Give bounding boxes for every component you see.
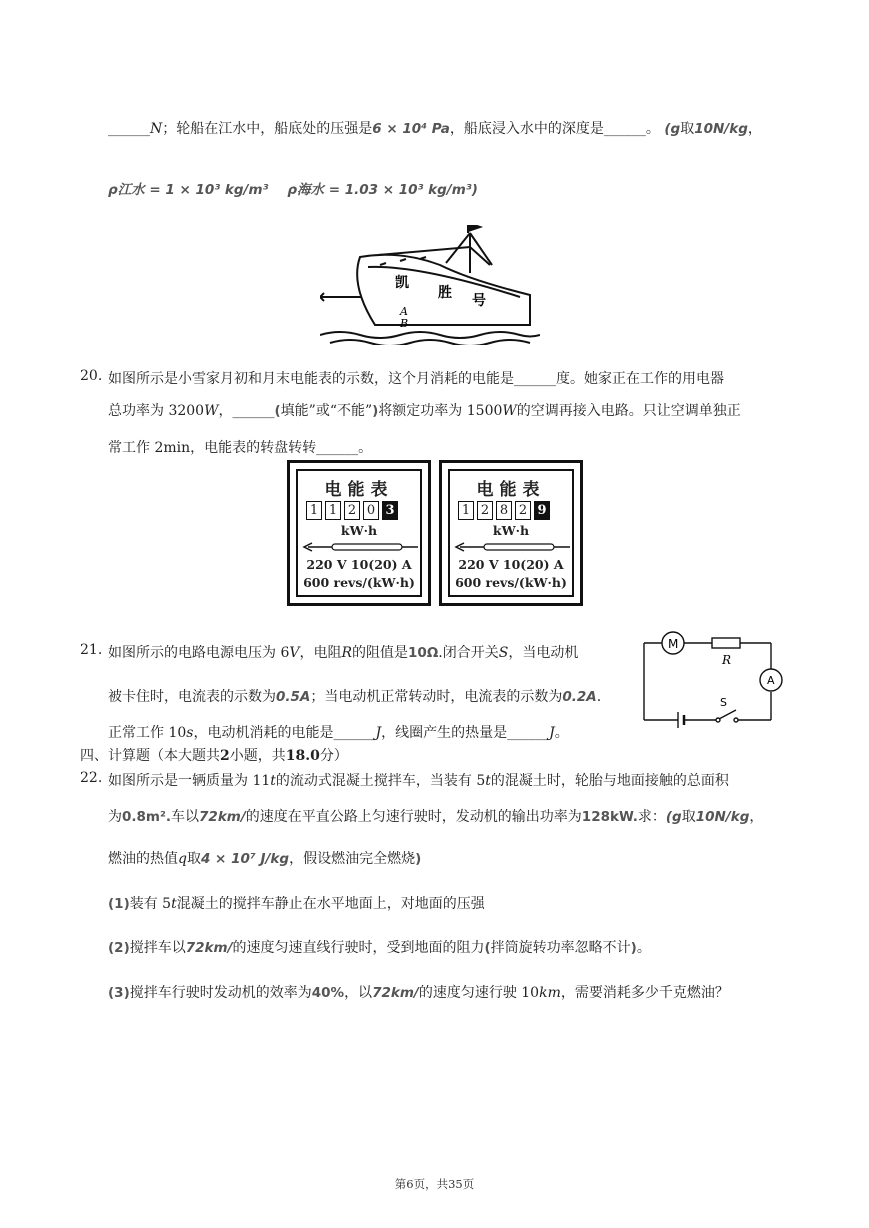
ship-name-2: 胜 bbox=[438, 285, 452, 301]
q22-line2: 为0.8m².车以72km/的速度在平直公路上匀速行驶时，发动机的输出功率为128kW.求：(g取10N/kg， bbox=[108, 809, 764, 825]
label-b: B bbox=[400, 317, 409, 330]
rho-river: ρ江水 = 1 × 10³ kg/m³ bbox=[108, 182, 269, 198]
q20-line2: 总功率为 3200W，______(填能”或“不能”)将额定功率为 1500W的空调再接入电路。只让空调单独正 bbox=[108, 403, 741, 419]
q20-line1: 如图所示是小雪家月初和月末电能表的示数，这个月消耗的电能是______度。她家正在工作的用电器 bbox=[108, 371, 724, 387]
meter-revs: 600 revs/(kW·h) bbox=[303, 575, 415, 590]
section-heading: 四、计算题（本大题共2小题，共18.0分） bbox=[80, 748, 348, 764]
meter-title: 电能表 bbox=[476, 480, 546, 500]
q21-line2: 被卡住时，电流表的示数为0.5A；当电动机正常转动时，电流表的示数为0.2A. bbox=[108, 689, 602, 705]
energy-meter-end bbox=[439, 460, 583, 606]
digit: 1 bbox=[325, 501, 341, 520]
digit: 2 bbox=[515, 501, 531, 520]
digit-decimal: 3 bbox=[382, 501, 398, 520]
blank: ______ bbox=[603, 121, 646, 137]
energy-meter-start bbox=[287, 460, 431, 606]
label-a: A bbox=[400, 305, 408, 318]
ammeter-label: A bbox=[767, 674, 775, 687]
digit: 1 bbox=[306, 501, 322, 520]
resistor-label: R bbox=[722, 653, 732, 667]
meter-unit: kW·h bbox=[340, 523, 378, 538]
digit-decimal: 9 bbox=[534, 501, 550, 520]
meter-arrow-icon bbox=[302, 541, 420, 553]
q19-line2 bbox=[108, 178, 478, 198]
meter-title: 电能表 bbox=[324, 480, 394, 500]
q22-line3: 燃油的热值q取4 × 10⁷ J/kg，假设燃油完全燃烧) bbox=[108, 851, 422, 867]
q19-line1: ______N；轮船在江水中，船底处的压强是6 × 10⁴ Pa，船底浸入水中的深度是______。 (g取10N/kg， bbox=[108, 121, 762, 137]
digit: 2 bbox=[344, 501, 360, 520]
digit: 2 bbox=[477, 501, 493, 520]
blank: ______ bbox=[108, 121, 150, 137]
pressure-value: 6 × 10⁴ Pa bbox=[372, 121, 450, 137]
q20-line3: 常工作 2min，电能表的转盘转转______。 bbox=[108, 440, 373, 456]
q22-num: 22. bbox=[80, 770, 103, 786]
q22-sub3: (3)搅拌车行驶时发动机的效率为40%，以72km/的速度匀速行驶 10km，需要消耗多少千克燃油？ bbox=[108, 985, 729, 1001]
rho-sea: ρ海水 = 1.03 × 10³ kg/m³) bbox=[287, 182, 478, 198]
meter-unit: kW·h bbox=[492, 523, 530, 538]
motor-label: M bbox=[668, 637, 679, 651]
digit: 8 bbox=[496, 501, 512, 520]
switch-label: S bbox=[720, 696, 727, 709]
ship-name-3: 号 bbox=[472, 293, 486, 309]
digit: 1 bbox=[458, 501, 474, 520]
ship-name-1: 凯 bbox=[395, 275, 409, 291]
q21-num: 21. bbox=[80, 642, 103, 658]
meter-digits bbox=[458, 501, 553, 520]
q21-line3: 正常工作 10s，电动机消耗的电能是______J，线圈产生的热量是______J。 bbox=[108, 725, 569, 741]
q22-line1: 如图所示是一辆质量为 11t的流动式混凝土搅拌车，当装有 5t的混凝土时，轮胎与地面接触的总面积 bbox=[108, 773, 729, 789]
circuit-diagram bbox=[636, 628, 786, 728]
page-footer: 第6页，共35页 bbox=[394, 1177, 475, 1191]
meter-revs: 600 revs/(kW·h) bbox=[455, 575, 567, 590]
q22-sub1: (1)装有 5t混凝土的搅拌车静止在水平地面上，对地面的压强 bbox=[108, 896, 485, 912]
meter-rating: 220 V 10(20) A bbox=[306, 557, 412, 572]
digit: 0 bbox=[363, 501, 379, 520]
meter-digits bbox=[306, 501, 401, 520]
meter-rating: 220 V 10(20) A bbox=[458, 557, 564, 572]
ship-figure bbox=[320, 225, 540, 345]
q20-num: 20. bbox=[80, 368, 103, 384]
q21-line1: 如图所示的电路电源电压为 6V，电阻R的阻值是10Ω.闭合开关S，当电动机 bbox=[108, 645, 579, 661]
meter-arrow-icon bbox=[454, 541, 572, 553]
q22-sub2: (2)搅拌车以72km/的速度匀速直线行驶时，受到地面的阻力(拌筒旋转功率忽略不计)。 bbox=[108, 940, 651, 956]
